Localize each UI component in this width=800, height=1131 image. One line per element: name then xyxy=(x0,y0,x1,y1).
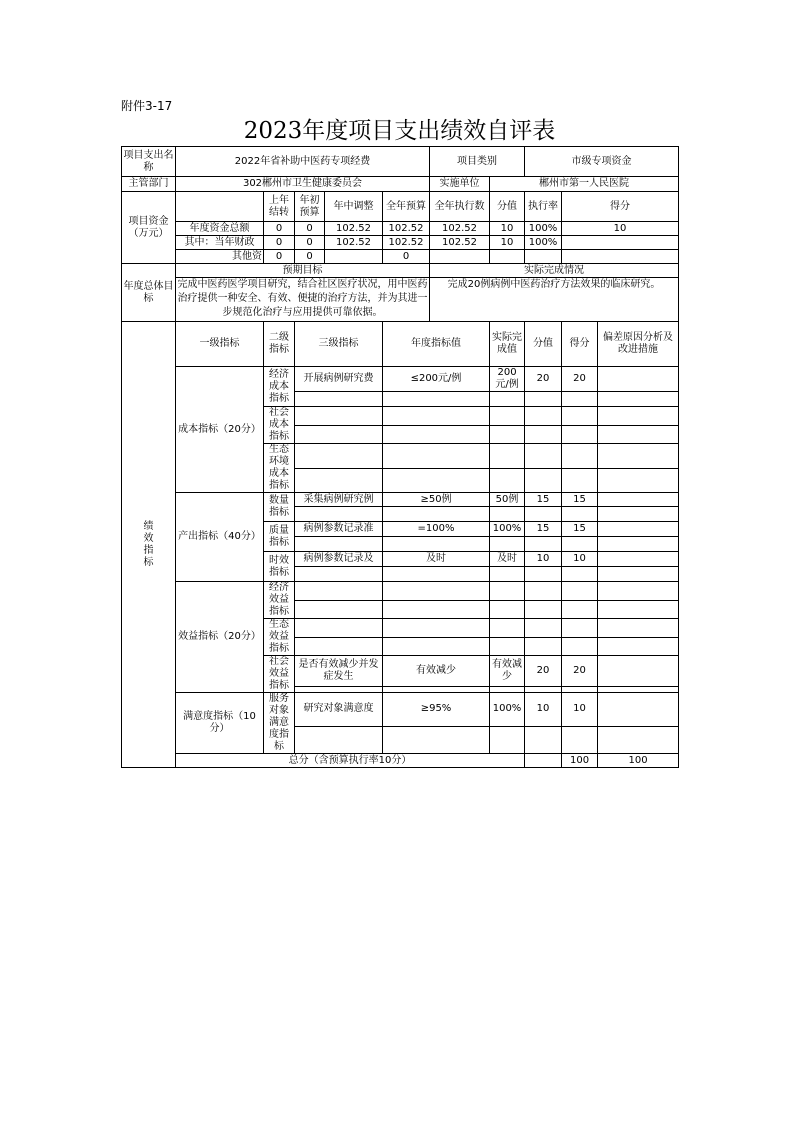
econ-benefit-label: 经济效益指标 xyxy=(264,582,295,619)
l3-cell: 是否有效减少并发症发生 xyxy=(295,656,383,687)
got-cell: 20 xyxy=(562,656,598,687)
actual-cell xyxy=(490,468,525,493)
got-cell xyxy=(562,567,598,582)
funds-header-prev-carry: 上年结转 xyxy=(264,192,295,222)
target-cell: ≥95% xyxy=(383,693,490,727)
actual-cell xyxy=(490,507,525,522)
funds-header-score: 分值 xyxy=(490,192,525,222)
perf-row-cost-1 xyxy=(122,367,679,392)
funds-row-label: 其他资 xyxy=(176,250,264,264)
timeliness-label: 时效指标 xyxy=(264,552,295,582)
deviation-cell xyxy=(598,407,679,426)
actual-cell: 100% xyxy=(490,522,525,537)
got-cell xyxy=(562,726,598,753)
funds-cell: 0 xyxy=(264,222,295,236)
output-indicator-label: 产出指标（40分） xyxy=(176,493,264,582)
got-cell xyxy=(562,444,598,469)
funds-cell: 102.52 xyxy=(383,236,430,250)
perf-header-target: 年度指标值 xyxy=(383,322,490,367)
perf-header-l1: 一级指标 xyxy=(176,322,264,367)
l3-cell xyxy=(295,444,383,469)
actual-cell xyxy=(490,582,525,601)
deviation-cell xyxy=(598,693,679,727)
funds-cell: 102.52 xyxy=(325,236,383,250)
target-cell xyxy=(383,637,490,656)
funds-header-row xyxy=(122,192,679,222)
deviation-cell xyxy=(598,637,679,656)
target-cell xyxy=(383,444,490,469)
funds-header-blank xyxy=(176,192,264,222)
actual-cell: 100% xyxy=(490,693,525,727)
got-cell xyxy=(562,637,598,656)
score-cell xyxy=(525,600,562,619)
perf-header-score: 分值 xyxy=(525,322,562,367)
actual-completion-header: 实际完成情况 xyxy=(430,264,679,278)
funds-cell: 0 xyxy=(295,222,325,236)
expected-goal-text: 完成中医药医学项目研究，结合社区医疗状况，用中医药治疗提供一种安全、有效、便捷的治疗方法，并为其进一步规范化治疗与应用提供可靠依据。 xyxy=(176,278,430,322)
cost-indicator-label: 成本指标（20分） xyxy=(176,367,264,493)
funds-cell xyxy=(525,250,562,264)
quality-label: 质量指标 xyxy=(264,522,295,552)
score-cell xyxy=(525,468,562,493)
quantity-label: 数量指标 xyxy=(264,493,295,522)
deviation-cell xyxy=(598,392,679,407)
target-cell xyxy=(383,537,490,552)
target-cell xyxy=(383,567,490,582)
target-cell xyxy=(383,407,490,426)
score-cell xyxy=(525,392,562,407)
total-score: 100 xyxy=(562,754,598,768)
score-cell xyxy=(525,444,562,469)
deviation-cell xyxy=(598,367,679,392)
social-cost-label: 社会成本指标 xyxy=(264,407,295,444)
l3-cell xyxy=(295,567,383,582)
total-label: 总分（含预算执行率10分） xyxy=(176,754,525,768)
l3-cell xyxy=(295,392,383,407)
funds-cell: 10 xyxy=(490,222,525,236)
got-cell: 10 xyxy=(562,552,598,567)
score-cell xyxy=(525,425,562,444)
actual-cell xyxy=(490,444,525,469)
actual-cell xyxy=(490,407,525,426)
deviation-cell xyxy=(598,582,679,601)
funds-cell xyxy=(562,236,679,250)
deviation-cell xyxy=(598,537,679,552)
funds-cell: 10 xyxy=(490,236,525,250)
target-cell: 有效减少 xyxy=(383,656,490,687)
project-category: 市级专项资金 xyxy=(525,147,679,177)
score-cell: 20 xyxy=(525,367,562,392)
target-cell xyxy=(383,600,490,619)
funds-other-row xyxy=(122,250,679,264)
actual-cell: 及时 xyxy=(490,552,525,567)
actual-cell: 50例 xyxy=(490,493,525,507)
score-cell xyxy=(525,537,562,552)
actual-cell xyxy=(490,537,525,552)
funds-cell: 0 xyxy=(264,236,295,250)
score-cell xyxy=(525,637,562,656)
goals-content-row xyxy=(122,278,679,322)
got-cell: 20 xyxy=(562,367,598,392)
econ-cost-label: 经济成本指标 xyxy=(264,367,295,407)
l3-cell xyxy=(295,637,383,656)
l3-cell xyxy=(295,507,383,522)
total-row xyxy=(122,754,679,768)
perf-header-l3: 三级指标 xyxy=(295,322,383,367)
target-cell xyxy=(383,582,490,601)
score-cell xyxy=(525,567,562,582)
got-cell xyxy=(562,619,598,638)
funds-header-exec-rate: 执行率 xyxy=(525,192,562,222)
l3-cell xyxy=(295,425,383,444)
funds-cell: 10 xyxy=(562,222,679,236)
l3-cell: 采集病例研究例 xyxy=(295,493,383,507)
score-cell xyxy=(525,582,562,601)
funds-row-label: 其中：当年财政 xyxy=(176,236,264,250)
funds-row-label: 年度资金总额 xyxy=(176,222,264,236)
perf-header-row xyxy=(122,322,679,367)
actual-cell xyxy=(490,726,525,753)
deviation-cell xyxy=(598,600,679,619)
got-cell xyxy=(562,425,598,444)
score-cell: 10 xyxy=(525,552,562,567)
funds-header-initial-budget: 年初预算 xyxy=(295,192,325,222)
target-cell xyxy=(383,726,490,753)
perf-indicators-label: 绩效指标 xyxy=(122,322,176,768)
funds-header-executed: 全年执行数 xyxy=(430,192,490,222)
got-cell xyxy=(562,407,598,426)
got-cell xyxy=(562,392,598,407)
actual-cell xyxy=(490,567,525,582)
deviation-cell xyxy=(598,567,679,582)
l3-cell xyxy=(295,619,383,638)
got-cell xyxy=(562,537,598,552)
funds-total-row xyxy=(122,222,679,236)
impl-label: 实施单位 xyxy=(430,177,490,192)
deviation-cell xyxy=(598,656,679,687)
deviation-cell xyxy=(598,726,679,753)
l3-cell xyxy=(295,537,383,552)
funds-cell xyxy=(490,250,525,264)
funds-cell xyxy=(562,250,679,264)
actual-cell: 200元/例 xyxy=(490,367,525,392)
funds-cell: 102.52 xyxy=(430,222,490,236)
actual-cell xyxy=(490,637,525,656)
l3-cell xyxy=(295,600,383,619)
got-cell xyxy=(562,468,598,493)
funds-cell: 0 xyxy=(295,236,325,250)
l3-cell: 开展病例研究费 xyxy=(295,367,383,392)
total-blank xyxy=(525,754,562,768)
actual-cell xyxy=(490,619,525,638)
project-category-label: 项目类别 xyxy=(430,147,525,177)
funds-cell xyxy=(325,250,383,264)
funds-cell: 100% xyxy=(525,222,562,236)
deviation-cell xyxy=(598,522,679,537)
eco-cost-label: 生态环境成本指标 xyxy=(264,444,295,493)
got-cell xyxy=(562,507,598,522)
dept-value: 302郴州市卫生健康委员会 xyxy=(176,177,430,192)
l3-cell: 病例参数记录及 xyxy=(295,552,383,567)
funds-current-fiscal-row xyxy=(122,236,679,250)
target-cell xyxy=(383,619,490,638)
funds-cell: 0 xyxy=(264,250,295,264)
dept-row xyxy=(122,177,679,192)
l3-cell: 研究对象满意度 xyxy=(295,693,383,727)
funds-header-annual-budget: 全年预算 xyxy=(383,192,430,222)
got-cell: 15 xyxy=(562,522,598,537)
perf-row-benefit-1 xyxy=(122,582,679,601)
page-title: 2023年度项目支出绩效自评表 xyxy=(243,118,556,144)
actual-completion-text: 完成20例病例中医药治疗方法效果的临床研究。 xyxy=(430,278,679,322)
score-cell: 10 xyxy=(525,693,562,727)
score-cell xyxy=(525,619,562,638)
got-cell xyxy=(562,582,598,601)
deviation-cell xyxy=(598,425,679,444)
expected-goal-header: 预期目标 xyxy=(176,264,430,278)
actual-cell xyxy=(490,425,525,444)
actual-cell xyxy=(490,600,525,619)
dept-label: 主管部门 xyxy=(122,177,176,192)
l3-cell: 病例参数记录准 xyxy=(295,522,383,537)
benefit-indicator-label: 效益指标（20分） xyxy=(176,582,264,693)
l3-cell xyxy=(295,468,383,493)
score-cell: 15 xyxy=(525,522,562,537)
actual-cell xyxy=(490,392,525,407)
satisfaction-indicator-label: 满意度指标（10分） xyxy=(176,693,264,754)
funds-cell: 0 xyxy=(383,250,430,264)
target-cell: =100% xyxy=(383,522,490,537)
goals-header-row xyxy=(122,264,679,278)
eco-benefit-label: 生态效益指标 xyxy=(264,619,295,656)
deviation-cell xyxy=(598,493,679,507)
got-cell: 15 xyxy=(562,493,598,507)
score-cell: 15 xyxy=(525,493,562,507)
score-cell: 20 xyxy=(525,656,562,687)
funds-header-mid-adjust: 年中调整 xyxy=(325,192,383,222)
target-cell xyxy=(383,425,490,444)
deviation-cell xyxy=(598,552,679,567)
perf-row-output-1 xyxy=(122,493,679,507)
target-cell: ≤200元/例 xyxy=(383,367,490,392)
score-cell xyxy=(525,726,562,753)
l3-cell xyxy=(295,726,383,753)
perf-header-got: 得分 xyxy=(562,322,598,367)
deviation-cell xyxy=(598,468,679,493)
target-cell xyxy=(383,392,490,407)
impl-value: 郴州市第一人民医院 xyxy=(490,177,679,192)
funds-label: 项目资金（万元） xyxy=(122,192,176,264)
target-cell: ≥50例 xyxy=(383,493,490,507)
social-benefit-label: 社会效益指标 xyxy=(264,656,295,693)
perf-header-actual: 实际完成值 xyxy=(490,322,525,367)
service-satisfaction-label: 服务对象满意度指标 xyxy=(264,693,295,754)
l3-cell xyxy=(295,407,383,426)
l3-cell xyxy=(295,582,383,601)
project-name-label: 项目支出名称 xyxy=(122,147,176,177)
score-cell xyxy=(525,507,562,522)
funds-cell: 0 xyxy=(295,250,325,264)
got-cell xyxy=(562,600,598,619)
actual-cell: 有效减少 xyxy=(490,656,525,687)
annex-label: 附件3-17 xyxy=(121,99,173,113)
project-name: 2022年省补助中医药专项经费 xyxy=(176,147,430,177)
annual-goals-label: 年度总体目标 xyxy=(122,264,176,322)
perf-row-sat-1 xyxy=(122,693,679,727)
score-cell xyxy=(525,407,562,426)
funds-cell: 102.52 xyxy=(430,236,490,250)
funds-header-points: 得分 xyxy=(562,192,679,222)
funds-cell xyxy=(430,250,490,264)
project-name-row xyxy=(122,147,679,177)
deviation-cell xyxy=(598,619,679,638)
target-cell xyxy=(383,468,490,493)
deviation-cell xyxy=(598,444,679,469)
self-evaluation-table xyxy=(121,146,679,768)
got-cell: 10 xyxy=(562,693,598,727)
deviation-cell xyxy=(598,507,679,522)
perf-header-l2: 二级指标 xyxy=(264,322,295,367)
funds-cell: 100% xyxy=(525,236,562,250)
target-cell xyxy=(383,507,490,522)
funds-cell: 102.52 xyxy=(383,222,430,236)
funds-cell: 102.52 xyxy=(325,222,383,236)
total-got: 100 xyxy=(598,754,679,768)
perf-header-deviation: 偏差原因分析及改进措施 xyxy=(598,322,679,367)
target-cell: 及时 xyxy=(383,552,490,567)
